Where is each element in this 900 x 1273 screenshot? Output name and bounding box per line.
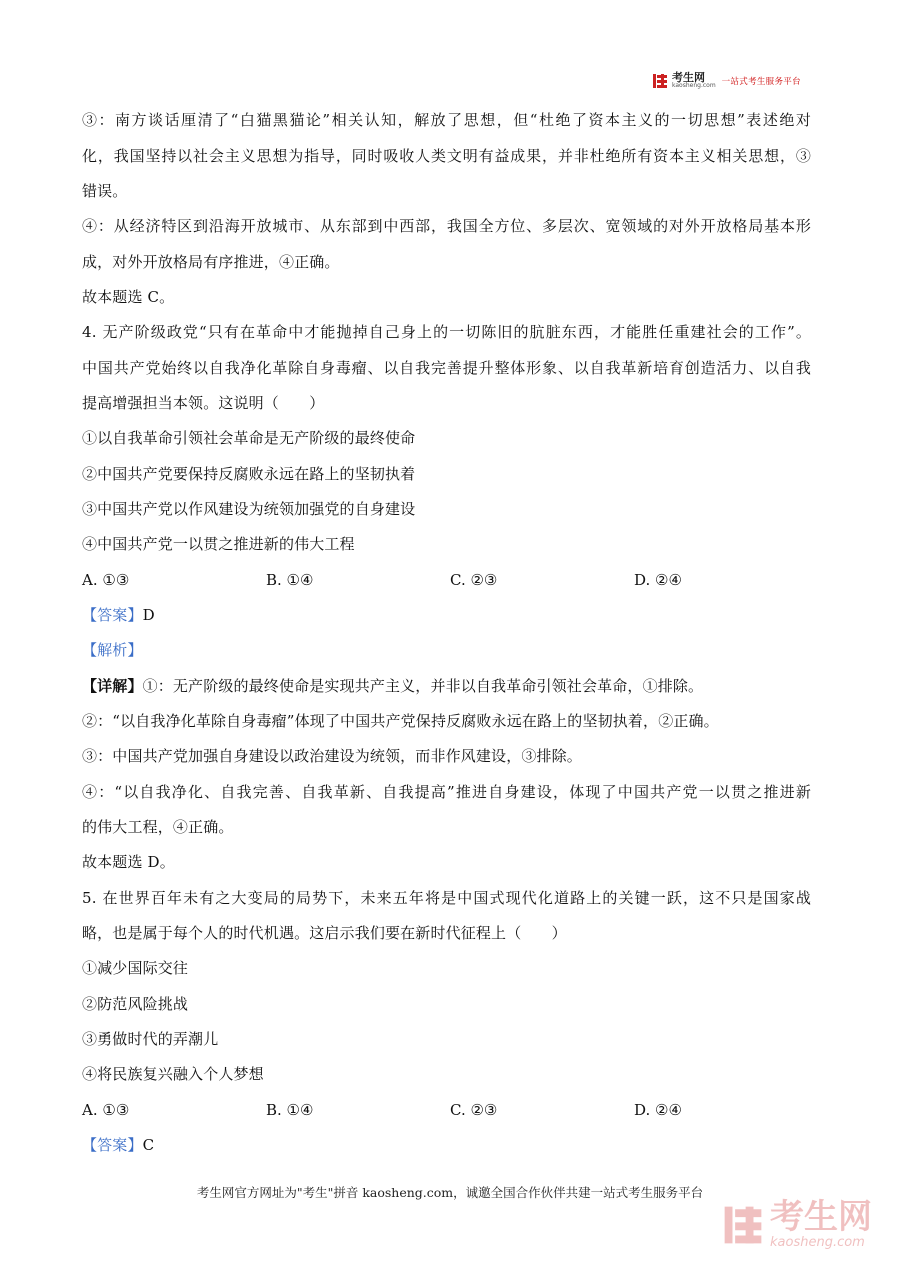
q5-answer-row <box>82 1135 154 1155</box>
q5-option-c: C. ②③ <box>450 1101 498 1119</box>
q4-explain-2: ②：“以自我净化革除自身毒瘤”体现了中国共产党保持反腐败永远在路上的坚韧执着，②正确。 <box>82 712 719 730</box>
q4-item-2: ②中国共产党要保持反腐败永远在路上的坚韧执着 <box>82 465 416 483</box>
q4-answer-value: D <box>142 606 155 624</box>
q4-explain-4-line2: 的伟大工程，④正确。 <box>82 818 234 836</box>
q5-stem-line2: 略，也是属于每个人的时代机遇。这启示我们要在新时代征程上（ ） <box>82 924 567 942</box>
watermark-text <box>770 1197 872 1250</box>
q4-explain-1-row <box>82 676 703 696</box>
header-slogan: 一站式考生服务平台 <box>721 76 801 87</box>
q5-option-a: A. ①③ <box>82 1101 130 1119</box>
q4-answer-row <box>82 605 155 625</box>
q4-option-d: D. ②④ <box>634 571 682 589</box>
page-footer: 考生网官方网址为"考生"拼音 kaosheng.com，诚邀全国合作伙伴共建一站式考生服务平台 <box>196 1185 704 1200</box>
q3-explain-3-line2: 化，我国坚持以社会主义思想为指导，同时吸收人类文明有益成果，并非杜绝所有资本主义相关思想，③ <box>82 147 811 165</box>
q4-option-c: C. ②③ <box>450 571 498 589</box>
q4-conclusion: 故本题选 D。 <box>82 853 175 871</box>
q4-explain-3: ③：中国共产党加强自身建设以政治建设为统领，而非作风建设，③排除。 <box>82 747 582 765</box>
q5-option-d: D. ②④ <box>634 1101 682 1119</box>
q4-item-1: ①以自我革命引领社会革命是无产阶级的最终使命 <box>82 429 416 447</box>
watermark-url: kaosheng.com <box>770 1235 865 1250</box>
header-brand-url: kaosheng.com <box>672 82 716 89</box>
q3-conclusion: 故本题选 C。 <box>82 288 175 306</box>
q4-detail-tag: 【详解】 <box>82 677 143 695</box>
q4-explain-1: ①：无产阶级的最终使命是实现共产主义，并非以自我革命引领社会革命，①排除。 <box>142 677 704 695</box>
q4-analysis-tag: 【解析】 <box>82 641 143 659</box>
q5-answer-value: C <box>142 1136 155 1154</box>
q4-stem-line2: 中国共产党始终以自我净化革除自身毒瘤、以自我完善提升整体形象、以自我革新培育创造活力、以自我 <box>82 359 811 377</box>
q4-option-b: B. ①④ <box>266 571 314 589</box>
q3-explain-3-line1: ③：南方谈话厘清了“白猫黑猫论”相关认知，解放了思想，但“杜绝了资本主义的一切思想”表述绝对 <box>82 111 811 129</box>
q4-explain-4-line1: ④：“以自我净化、自我完善、自我革新、自我提高”推进自身建设，体现了中国共产党一以贯之推进新 <box>82 783 811 801</box>
q5-option-b: B. ①④ <box>266 1101 314 1119</box>
kaosheng-logo-icon <box>652 73 668 89</box>
kaosheng-watermark-icon <box>722 1204 764 1246</box>
q5-item-3: ③勇做时代的弄潮儿 <box>82 1030 219 1048</box>
header-brand <box>672 72 716 89</box>
watermark-brand: 考生网 <box>770 1197 872 1237</box>
q4-item-3: ③中国共产党以作风建设为统领加强党的自身建设 <box>82 500 416 518</box>
q4-stem-line3: 提高增强担当本领。这说明（ ） <box>82 394 325 412</box>
q5-answer-tag: 【答案】 <box>82 1136 143 1154</box>
q4-option-a: A. ①③ <box>82 571 130 589</box>
q5-stem-line1: 5. 在世界百年未有之大变局的局势下，未来五年将是中国式现代化道路上的关键一跃，这不只是国家战 <box>82 889 811 907</box>
q4-item-4: ④中国共产党一以贯之推进新的伟大工程 <box>82 535 355 553</box>
watermark <box>722 1197 872 1250</box>
header-brand-name: 考生网 <box>672 71 705 84</box>
q3-explain-4-line1: ④：从经济特区到沿海开放城市、从东部到中西部，我国全方位、多层次、宽领域的对外开放格局基本形 <box>82 217 811 235</box>
q3-explain-3-line3: 错误。 <box>82 182 128 200</box>
q4-answer-tag: 【答案】 <box>82 606 143 624</box>
q4-analysis-row <box>82 640 143 660</box>
header-logo <box>652 72 801 89</box>
q5-item-2: ②防范风险挑战 <box>82 995 189 1013</box>
q5-item-4: ④将民族复兴融入个人梦想 <box>82 1065 264 1083</box>
q4-stem-line1: 4. 无产阶级政党“只有在革命中才能抛掉自己身上的一切陈旧的肮脏东西，才能胜任重建社会的工作”。 <box>82 323 811 341</box>
q5-item-1: ①减少国际交往 <box>82 959 189 977</box>
q3-explain-4-line2: 成，对外开放格局有序推进，④正确。 <box>82 253 340 271</box>
